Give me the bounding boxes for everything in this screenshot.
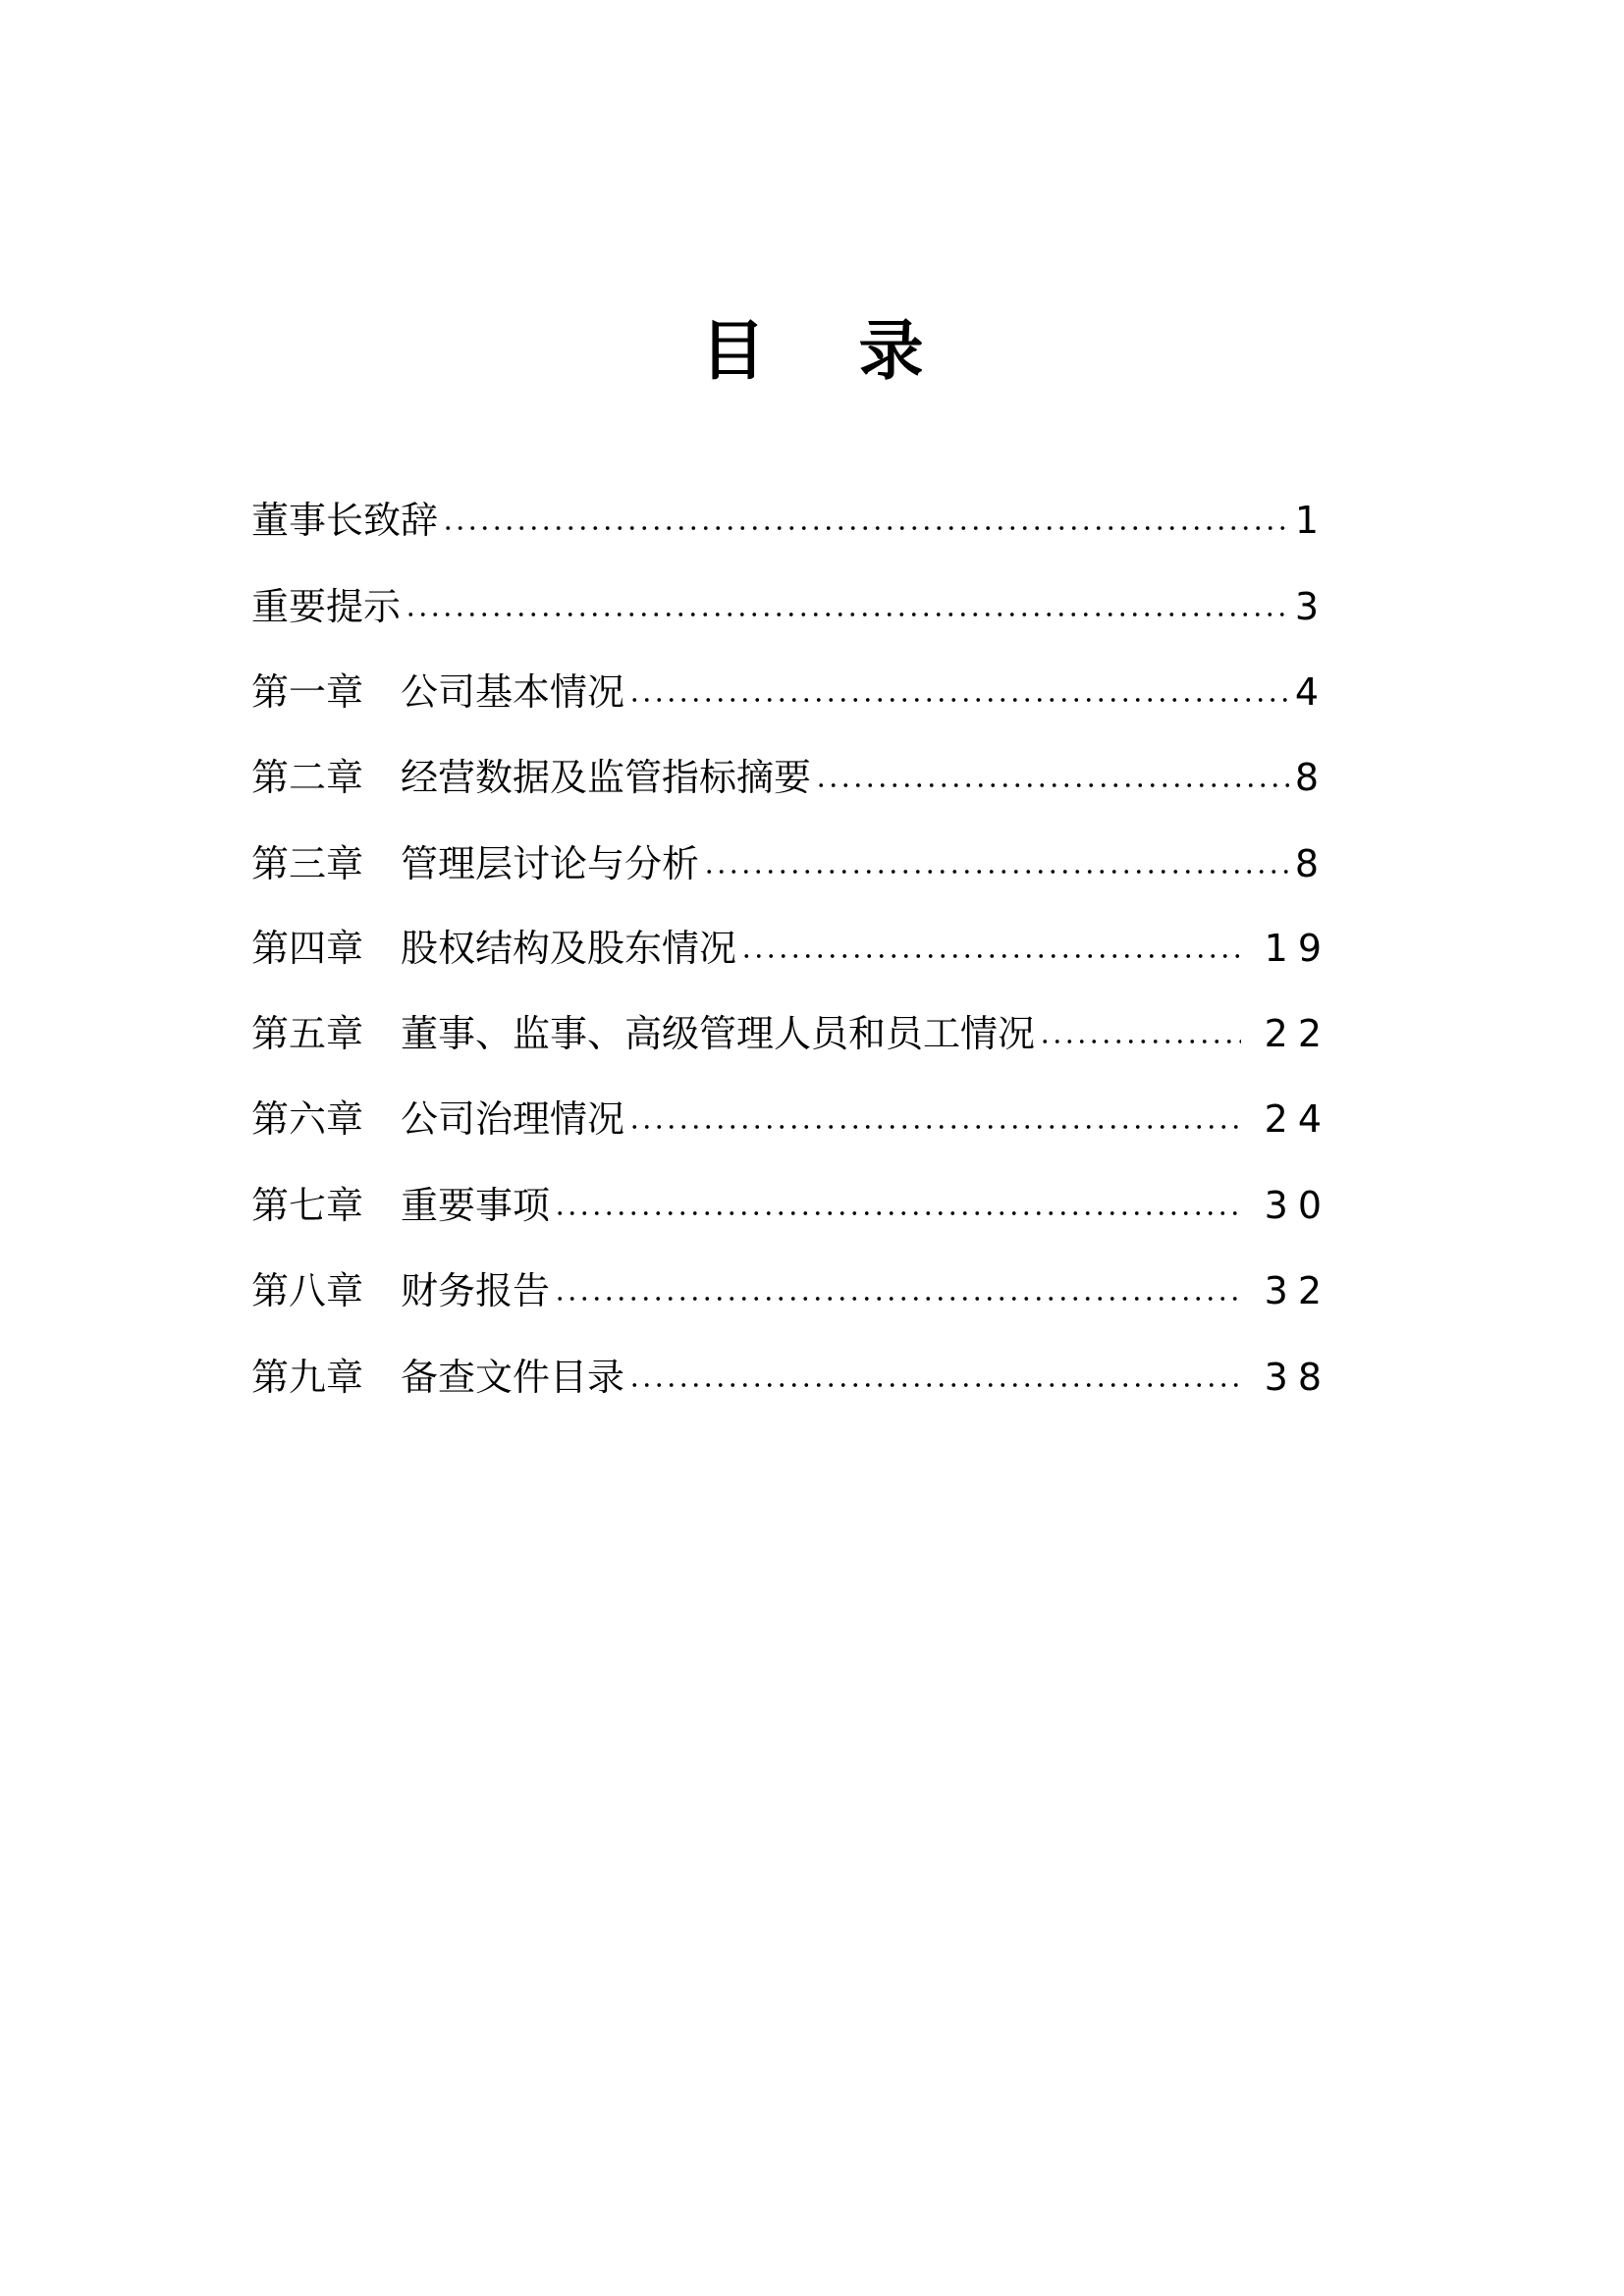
toc-chapter-label: 第六章	[251, 1097, 364, 1141]
toc-entry-title: 财务报告	[401, 1269, 551, 1312]
toc-entry[interactable]	[251, 1090, 1331, 1148]
toc-entry[interactable]	[251, 577, 1328, 636]
toc-entry-title: 公司治理情况	[401, 1097, 625, 1141]
toc-chapter-label: 第四章	[251, 927, 364, 970]
toc-chapter-label: 第七章	[251, 1184, 364, 1227]
toc-page-number: 38	[1264, 1356, 1331, 1399]
toc-entry[interactable]	[251, 1176, 1331, 1235]
toc-chapter-label: 第二章	[251, 756, 364, 799]
toc-page-number: 3	[1294, 585, 1328, 628]
toc-chapter-label: 第九章	[251, 1356, 364, 1399]
toc-chapter-label: 第八章	[251, 1269, 364, 1312]
toc-entry[interactable]	[251, 834, 1328, 893]
toc-dot-leader	[703, 834, 1289, 893]
toc-page-number: 1	[1294, 499, 1328, 542]
toc-dot-leader	[628, 1348, 1241, 1407]
toc-entry[interactable]	[251, 1004, 1331, 1063]
toc-dot-leader	[554, 1261, 1241, 1320]
toc-entry[interactable]	[251, 491, 1328, 550]
toc-chapter-label: 第五章	[251, 1012, 364, 1055]
toc-entry[interactable]	[251, 663, 1328, 721]
toc-entry-title: 董事长致辞	[251, 499, 439, 542]
toc-chapter-label: 第三章	[251, 842, 364, 885]
toc-page-number: 8	[1294, 756, 1328, 799]
toc-dot-leader	[405, 577, 1289, 636]
toc-page-number: 4	[1294, 670, 1328, 714]
toc-dot-leader	[554, 1176, 1241, 1235]
toc-page-number: 24	[1264, 1097, 1331, 1141]
toc-dot-leader	[1039, 1004, 1241, 1063]
toc-entry-title: 重要事项	[401, 1184, 551, 1227]
toc-entry-title: 公司基本情况	[401, 670, 625, 714]
toc-entry-title: 重要提示	[251, 585, 402, 628]
toc-entry-title: 经营数据及监管指标摘要	[401, 756, 812, 799]
page-title: 目 录	[700, 313, 959, 389]
toc-dot-leader	[740, 919, 1241, 978]
toc-page-number: 19	[1264, 927, 1331, 970]
toc-entry-title: 管理层讨论与分析	[401, 842, 700, 885]
toc-dot-leader	[815, 748, 1289, 807]
toc-dot-leader	[628, 1090, 1241, 1148]
toc-chapter-label: 第一章	[251, 670, 364, 714]
toc-page-number: 30	[1264, 1184, 1331, 1227]
toc-page-number: 8	[1294, 842, 1328, 885]
toc-dot-leader	[628, 663, 1289, 721]
toc-entry[interactable]	[251, 1261, 1331, 1320]
toc-dot-leader	[442, 491, 1289, 550]
toc-entry-title: 股权结构及股东情况	[401, 927, 737, 970]
toc-entry[interactable]	[251, 748, 1328, 807]
toc-page-number: 22	[1264, 1012, 1331, 1055]
toc-entry-title: 董事、监事、高级管理人员和员工情况	[401, 1012, 1036, 1055]
toc-page-number: 32	[1264, 1269, 1331, 1312]
toc-entry-title: 备查文件目录	[401, 1356, 625, 1399]
toc-entry[interactable]	[251, 1348, 1331, 1407]
toc-entry[interactable]	[251, 919, 1331, 978]
